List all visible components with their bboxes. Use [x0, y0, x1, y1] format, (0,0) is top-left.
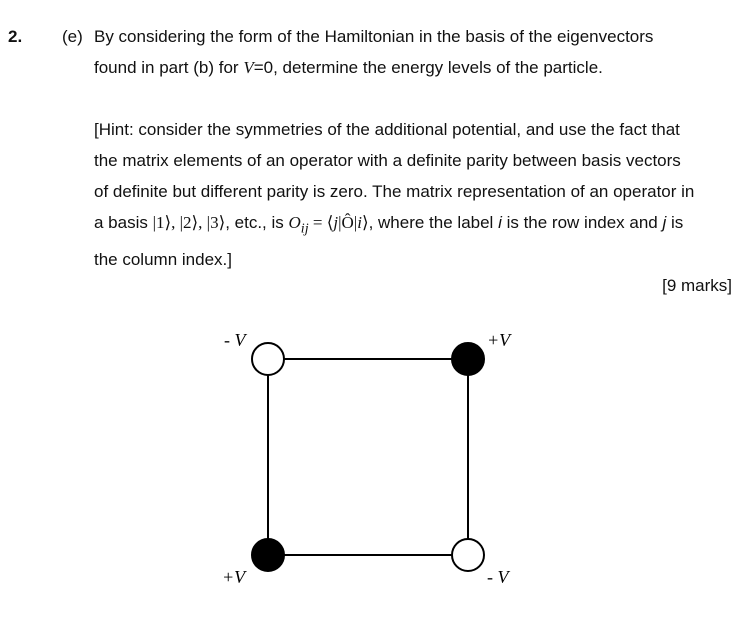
operator-subscript: ij [300, 220, 309, 237]
question-number: 2. [8, 27, 23, 46]
hint-line-4: a basis |1⟩, |2⟩, |3⟩, etc., is $O_{ij}$ = ⟨j|Ô|i⟩, where the label i is the row index and j is [94, 213, 684, 237]
var-v: V [243, 58, 254, 77]
label-bottom-right: - V [487, 567, 509, 587]
question-line-2: found in part (b) for V=0, determine the energy levels of the particle. [94, 58, 603, 77]
operator-symbol: O [288, 213, 301, 232]
filled-node-top-right [452, 343, 484, 375]
column-index-var: j [662, 213, 667, 232]
open-node-top-left [252, 343, 284, 375]
hint-line-1: [Hint: consider the symmetries of the additional potential, and use the fact that [94, 120, 680, 139]
part-label: (e) [62, 27, 83, 46]
hint-line-3: of definite but different parity is zero. The matrix representation of an operator in [94, 182, 695, 201]
label-bottom-left: +V [222, 567, 246, 587]
hint-line-5: the column index.] [94, 250, 232, 270]
hint-line-2: the matrix elements of an operator with a definite parity between basis vectors [94, 151, 681, 170]
question-line-1: By considering the form of the Hamiltonian in the basis of the eigenvectors [94, 27, 654, 46]
row-index-var: i [498, 213, 502, 232]
operator-hat: |Ô| [338, 213, 358, 232]
marks-label: [9 marks] [662, 276, 732, 295]
open-node-bottom-right [452, 539, 484, 571]
label-top-right: +V [487, 330, 511, 350]
filled-node-bottom-left [252, 539, 284, 571]
basis-kets: |1⟩, |2⟩, |3⟩ [152, 213, 226, 232]
label-top-left: - V [224, 330, 246, 350]
